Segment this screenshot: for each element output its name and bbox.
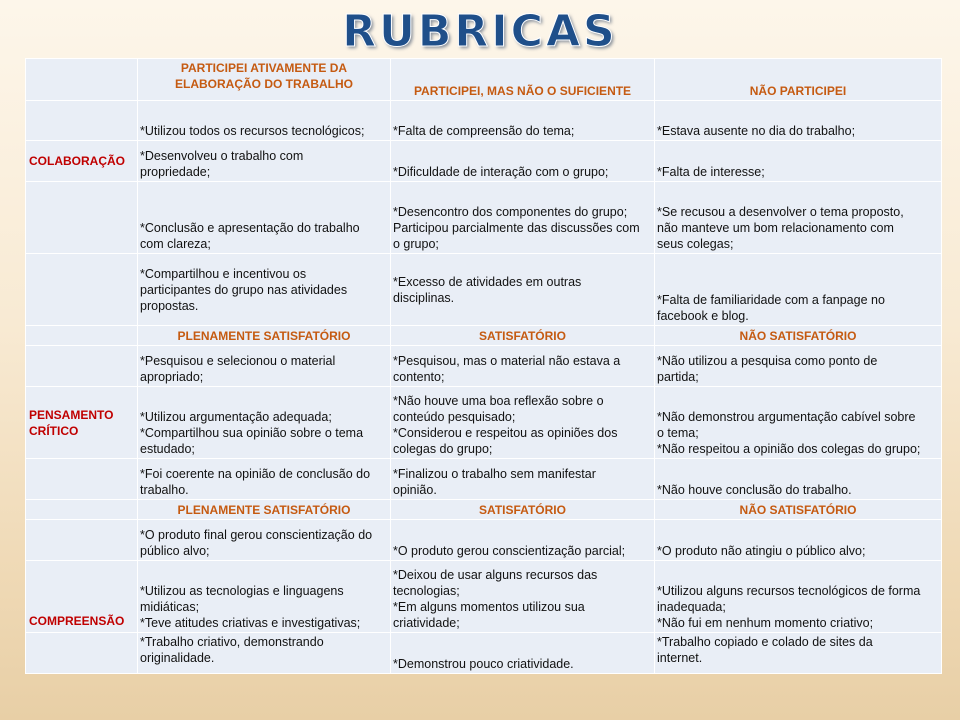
- cell-text-line: *Trabalho copiado e colado de sites da: [657, 635, 873, 649]
- column-header-row: [26, 59, 942, 101]
- cell-text-line: *Dificuldade de interação com o grupo;: [393, 165, 609, 179]
- cell-text-line: não manteve um bom relacionamento com: [657, 221, 894, 235]
- cell-text-line: apropriado;: [140, 370, 204, 384]
- cell-text-line: inadequada;: [657, 600, 726, 614]
- cell-text-line: *Demonstrou pouco criatividade.: [393, 657, 574, 671]
- criterion-colaboracao: COLABORAÇÃO: [26, 141, 138, 182]
- cell-text-line: propostas.: [140, 298, 199, 313]
- cell-text-line: *Conclusão e apresentação do trabalho: [140, 221, 360, 235]
- cell-text-line: internet.: [657, 651, 703, 665]
- cell-text-line: *Compartilhou sua opinião sobre o tema: [140, 426, 364, 440]
- criterion-cell-empty: [26, 182, 138, 254]
- table-row: [26, 254, 942, 326]
- cell-text-line: público alvo;: [140, 544, 210, 558]
- rubric-cell: [391, 254, 655, 326]
- criterion-cell-empty: [26, 520, 138, 561]
- cell-text-line: colegas do grupo;: [393, 442, 493, 456]
- cell-text-line: *Excesso de atividades em outras: [393, 274, 582, 289]
- cell-text-line: midiáticas;: [140, 600, 200, 614]
- cell-text-line: *Compartilhou e incentivou os: [140, 266, 307, 281]
- rubric-cell: [391, 101, 655, 141]
- cell-text-line: originalidade.: [140, 651, 215, 665]
- cell-text-line: *Falta de familiaridade com a fanpage no: [657, 293, 885, 307]
- table-row: [26, 520, 942, 561]
- cell-text-line: *Em alguns momentos utilizou sua: [393, 600, 585, 614]
- column-header-active: [138, 59, 391, 101]
- cell-text-line: *Pesquisou, mas o material não estava a: [393, 354, 621, 368]
- criterion-cell-empty: [26, 500, 138, 520]
- rubric-cell: [391, 633, 655, 674]
- cell-text-line: *Utilizou argumentação adequada;: [140, 410, 332, 424]
- cell-text-line: criatividade;: [393, 616, 460, 630]
- cell-text-line: *Considerou e respeitou as opiniões dos: [393, 426, 618, 440]
- rubric-cell: [138, 101, 391, 141]
- rubric-cell: [391, 459, 655, 500]
- rubric-cell: [391, 520, 655, 561]
- cell-text-line: *Finalizou o trabalho sem manifestar: [393, 467, 596, 481]
- cell-text-line: *Não utilizou a pesquisa como ponto de: [657, 354, 878, 368]
- cell-text-line: *Falta de interesse;: [657, 165, 765, 179]
- level-header-plenamente: PLENAMENTE SATISFATÓRIO: [138, 500, 391, 520]
- cell-text-line: *Utilizou as tecnologias e linguagens: [140, 584, 344, 598]
- table-row: [26, 141, 942, 182]
- rubric-cell: [655, 101, 942, 141]
- table-row: [26, 633, 942, 674]
- column-header-line: PARTICIPEI ATIVAMENTE DA: [180, 61, 348, 75]
- cell-text-line: *O produto final gerou conscientização do: [140, 528, 373, 542]
- cell-text-line: contento;: [393, 370, 445, 384]
- cell-text-line: propriedade;: [140, 165, 211, 179]
- rubric-cell: [138, 141, 391, 182]
- rubric-table: [25, 58, 942, 674]
- cell-text-line: *Utilizou todos os recursos tecnológicos;: [140, 124, 365, 138]
- cell-text-line: disciplinas.: [393, 290, 455, 305]
- criterion-compreensao: COMPREENSÃO: [26, 561, 138, 633]
- criterion-cell-empty: [26, 346, 138, 387]
- cell-text-line: o grupo;: [393, 237, 439, 251]
- cell-text-line: opinião.: [393, 483, 437, 497]
- criterion-cell-empty: [26, 633, 138, 674]
- table-row: [26, 387, 942, 459]
- cell-text-line: PENSAMENTO: [29, 407, 114, 422]
- cell-text-line: *Não demonstrou argumentação cabível sobre: [657, 410, 916, 424]
- cell-text-line: seus colegas;: [657, 237, 734, 251]
- level-header-nao-satisfatorio: NÃO SATISFATÓRIO: [655, 500, 942, 520]
- criterion-pensamento-critico: [26, 387, 138, 459]
- table-row: [26, 459, 942, 500]
- rubric-cell: [138, 346, 391, 387]
- cell-text-line: trabalho.: [140, 483, 189, 497]
- cell-text-line: com clareza;: [140, 237, 211, 251]
- cell-text-line: Participou parcialmente das discussões com: [393, 221, 640, 235]
- cell-text-line: *Desenvolveu o trabalho com: [140, 149, 304, 163]
- cell-text-line: *Pesquisou e selecionou o material: [140, 354, 336, 368]
- cell-text-line: *Não houve conclusão do trabalho.: [657, 483, 852, 497]
- rubric-cell: [655, 254, 942, 326]
- criterion-cell-empty: [26, 326, 138, 346]
- level-header-row: [26, 500, 942, 520]
- criterion-cell-empty: [26, 459, 138, 500]
- cell-text-line: *Trabalho criativo, demonstrando: [140, 635, 324, 649]
- level-header-satisfatorio: SATISFATÓRIO: [391, 326, 655, 346]
- rubric-cell: [655, 141, 942, 182]
- rubric-cell: [391, 182, 655, 254]
- cell-text-line: estudado;: [140, 442, 195, 456]
- cell-text-line: *O produto não atingiu o público alvo;: [657, 544, 866, 558]
- cell-text-line: *Desencontro dos componentes do grupo;: [393, 205, 628, 219]
- cell-text-line: *Estava ausente no dia do trabalho;: [657, 124, 856, 138]
- cell-text-line: tecnologias;: [393, 584, 460, 598]
- corner-cell: [26, 59, 138, 101]
- cell-text-line: facebook e blog.: [657, 309, 749, 323]
- criterion-cell-empty: [26, 254, 138, 326]
- rubric-cell: [391, 387, 655, 459]
- rubric-cell: [391, 561, 655, 633]
- level-header-plenamente: PLENAMENTE SATISFATÓRIO: [138, 326, 391, 346]
- cell-text-line: *O produto gerou conscientização parcial;: [393, 544, 626, 558]
- cell-text-line: *Não fui em nenhum momento criativo;: [657, 616, 874, 630]
- rubric-cell: [138, 254, 391, 326]
- page-title: RUBRICAS: [342, 6, 618, 57]
- table-row: [26, 561, 942, 633]
- rubric-cell: [391, 141, 655, 182]
- cell-text-line: *Utilizou alguns recursos tecnológicos de forma: [657, 584, 921, 598]
- rubric-cell: [138, 633, 391, 674]
- rubric-cell: [138, 459, 391, 500]
- cell-text-line: participantes do grupo nas atividades: [140, 282, 348, 297]
- rubric-cell: [655, 633, 942, 674]
- table-row: [26, 101, 942, 141]
- cell-text-line: *Se recusou a desenvolver o tema proposto,: [657, 205, 904, 219]
- level-header-nao-satisfatorio: NÃO SATISFATÓRIO: [655, 326, 942, 346]
- rubric-cell: [655, 346, 942, 387]
- rubric-cell: [655, 561, 942, 633]
- rubric-cell: [138, 561, 391, 633]
- cell-text-line: partida;: [657, 370, 699, 384]
- cell-text-line: *Falta de compreensão do tema;: [393, 124, 575, 138]
- rubric-cell: [655, 520, 942, 561]
- cell-text-line: *Teve atitudes criativas e investigativas;: [140, 616, 361, 630]
- rubric-cell: [391, 346, 655, 387]
- level-header-satisfatorio: SATISFATÓRIO: [391, 500, 655, 520]
- column-header-partial: PARTICIPEI, MAS NÃO O SUFICIENTE: [391, 59, 655, 101]
- cell-text-line: *Não respeitou a opinião dos colegas do grupo;: [657, 442, 921, 456]
- table-row: [26, 346, 942, 387]
- column-header-line: ELABORAÇÃO DO TRABALHO: [175, 77, 353, 91]
- cell-text-line: *Não houve uma boa reflexão sobre o: [393, 394, 604, 408]
- cell-text-line: conteúdo pesquisado;: [393, 410, 516, 424]
- cell-text-line: o tema;: [657, 426, 699, 440]
- level-header-row: [26, 326, 942, 346]
- rubric-cell: [655, 459, 942, 500]
- cell-text-line: CRÍTICO: [29, 423, 79, 438]
- column-header-none: NÃO PARTICIPEI: [655, 59, 942, 101]
- cell-text-line: *Deixou de usar alguns recursos das: [393, 568, 598, 582]
- rubric-cell: [655, 182, 942, 254]
- rubric-cell: [138, 182, 391, 254]
- rubric-cell: [138, 387, 391, 459]
- rubric-cell: [655, 387, 942, 459]
- table-row: [26, 182, 942, 254]
- cell-text-line: *Foi coerente na opinião de conclusão do: [140, 467, 371, 481]
- rubric-cell: [138, 520, 391, 561]
- criterion-cell-empty: [26, 101, 138, 141]
